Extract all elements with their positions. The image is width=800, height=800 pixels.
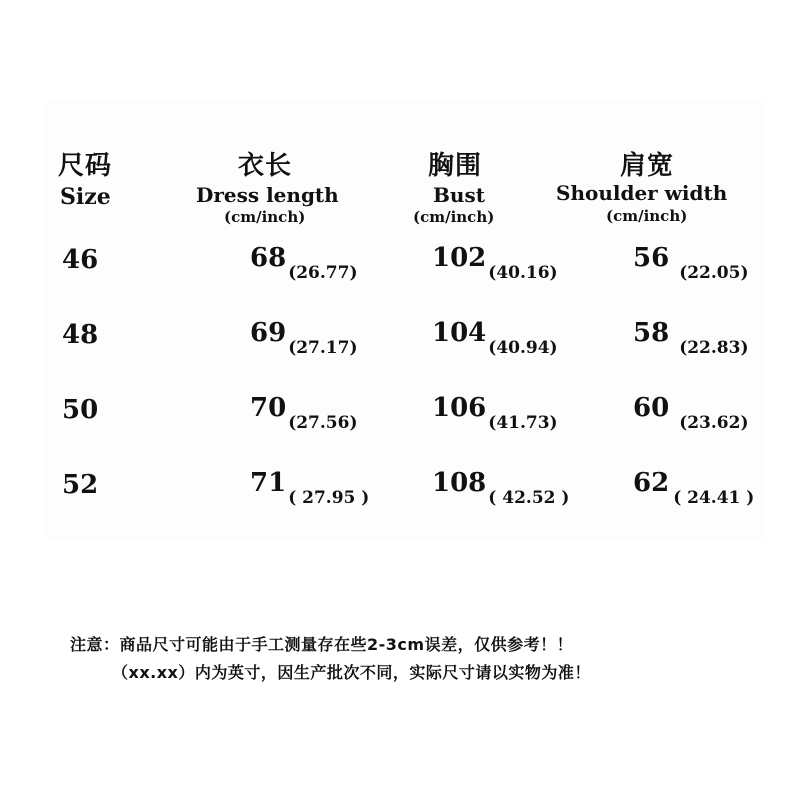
row-2-dress-inch: (27.17) <box>288 338 358 358</box>
note-line-1: 注意：商品尺寸可能由于手工测量存在些2-3cm误差，仅供参考！！ <box>70 635 574 654</box>
row-4-bust-cm: 108 <box>432 468 487 498</box>
row-4-dress-inch: ( 27.95 ) <box>288 488 370 508</box>
header-bust-unit: (cm/inch) <box>413 208 495 226</box>
row-2-shoulder-inch: (22.83) <box>679 338 749 358</box>
row-3-dress <box>250 393 358 433</box>
header-size-en: Size <box>60 184 111 210</box>
row-2-bust-inch: (40.94) <box>488 338 558 358</box>
row-4-bust <box>432 468 569 508</box>
header-shoulder-unit: (cm/inch) <box>606 207 688 225</box>
row-3-size: 50 <box>62 395 99 425</box>
row-3-bust <box>432 393 558 433</box>
row-3-shoulder-inch: (23.62) <box>679 413 749 433</box>
row-4-size: 52 <box>62 470 99 500</box>
row-4-dress-cm: 71 <box>250 468 287 498</box>
row-1-dress-inch: (26.77) <box>288 263 358 283</box>
row-3-shoulder <box>633 393 749 433</box>
row-3-bust-cm: 106 <box>432 393 487 423</box>
row-1-shoulder-inch: (22.05) <box>679 263 749 283</box>
row-1-bust-inch: (40.16) <box>488 263 558 283</box>
row-1-size: 46 <box>62 245 99 275</box>
row-1-dress <box>250 243 358 283</box>
row-3-dress-inch: (27.56) <box>288 413 358 433</box>
row-4-dress <box>250 468 369 508</box>
header-bust-zh: 胸围 <box>428 151 483 181</box>
row-4-shoulder-inch: ( 24.41 ) <box>673 488 755 508</box>
row-4-shoulder-cm: 62 <box>633 468 670 498</box>
row-2-bust <box>432 318 558 358</box>
row-2-bust-cm: 104 <box>432 318 487 348</box>
row-1-bust-cm: 102 <box>432 243 487 273</box>
note-line-2: （xx.xx）内为英寸，因生产批次不同，实际尺寸请以实物为准！ <box>112 663 591 682</box>
row-2-shoulder-cm: 58 <box>633 318 670 348</box>
row-1-shoulder-cm: 56 <box>633 243 670 273</box>
header-shoulder-en: Shoulder width <box>556 181 728 205</box>
row-4-shoulder <box>633 468 754 508</box>
row-1-bust <box>432 243 558 283</box>
row-1-shoulder <box>633 243 749 283</box>
row-2-dress-cm: 69 <box>250 318 287 348</box>
header-shoulder-zh: 肩宽 <box>620 151 675 181</box>
row-2-size: 48 <box>62 320 99 350</box>
row-1-dress-cm: 68 <box>250 243 287 273</box>
header-size-zh: 尺码 <box>58 151 113 181</box>
row-4-bust-inch: ( 42.52 ) <box>488 488 570 508</box>
row-2-dress <box>250 318 358 358</box>
row-3-shoulder-cm: 60 <box>633 393 670 423</box>
header-dress-en: Dress length <box>196 183 339 207</box>
header-bust-en: Bust <box>433 183 485 207</box>
header-dress-unit: (cm/inch) <box>224 208 306 226</box>
row-3-bust-inch: (41.73) <box>488 413 558 433</box>
row-3-dress-cm: 70 <box>250 393 287 423</box>
row-2-shoulder <box>633 318 749 358</box>
header-dress-zh: 衣长 <box>238 151 293 181</box>
